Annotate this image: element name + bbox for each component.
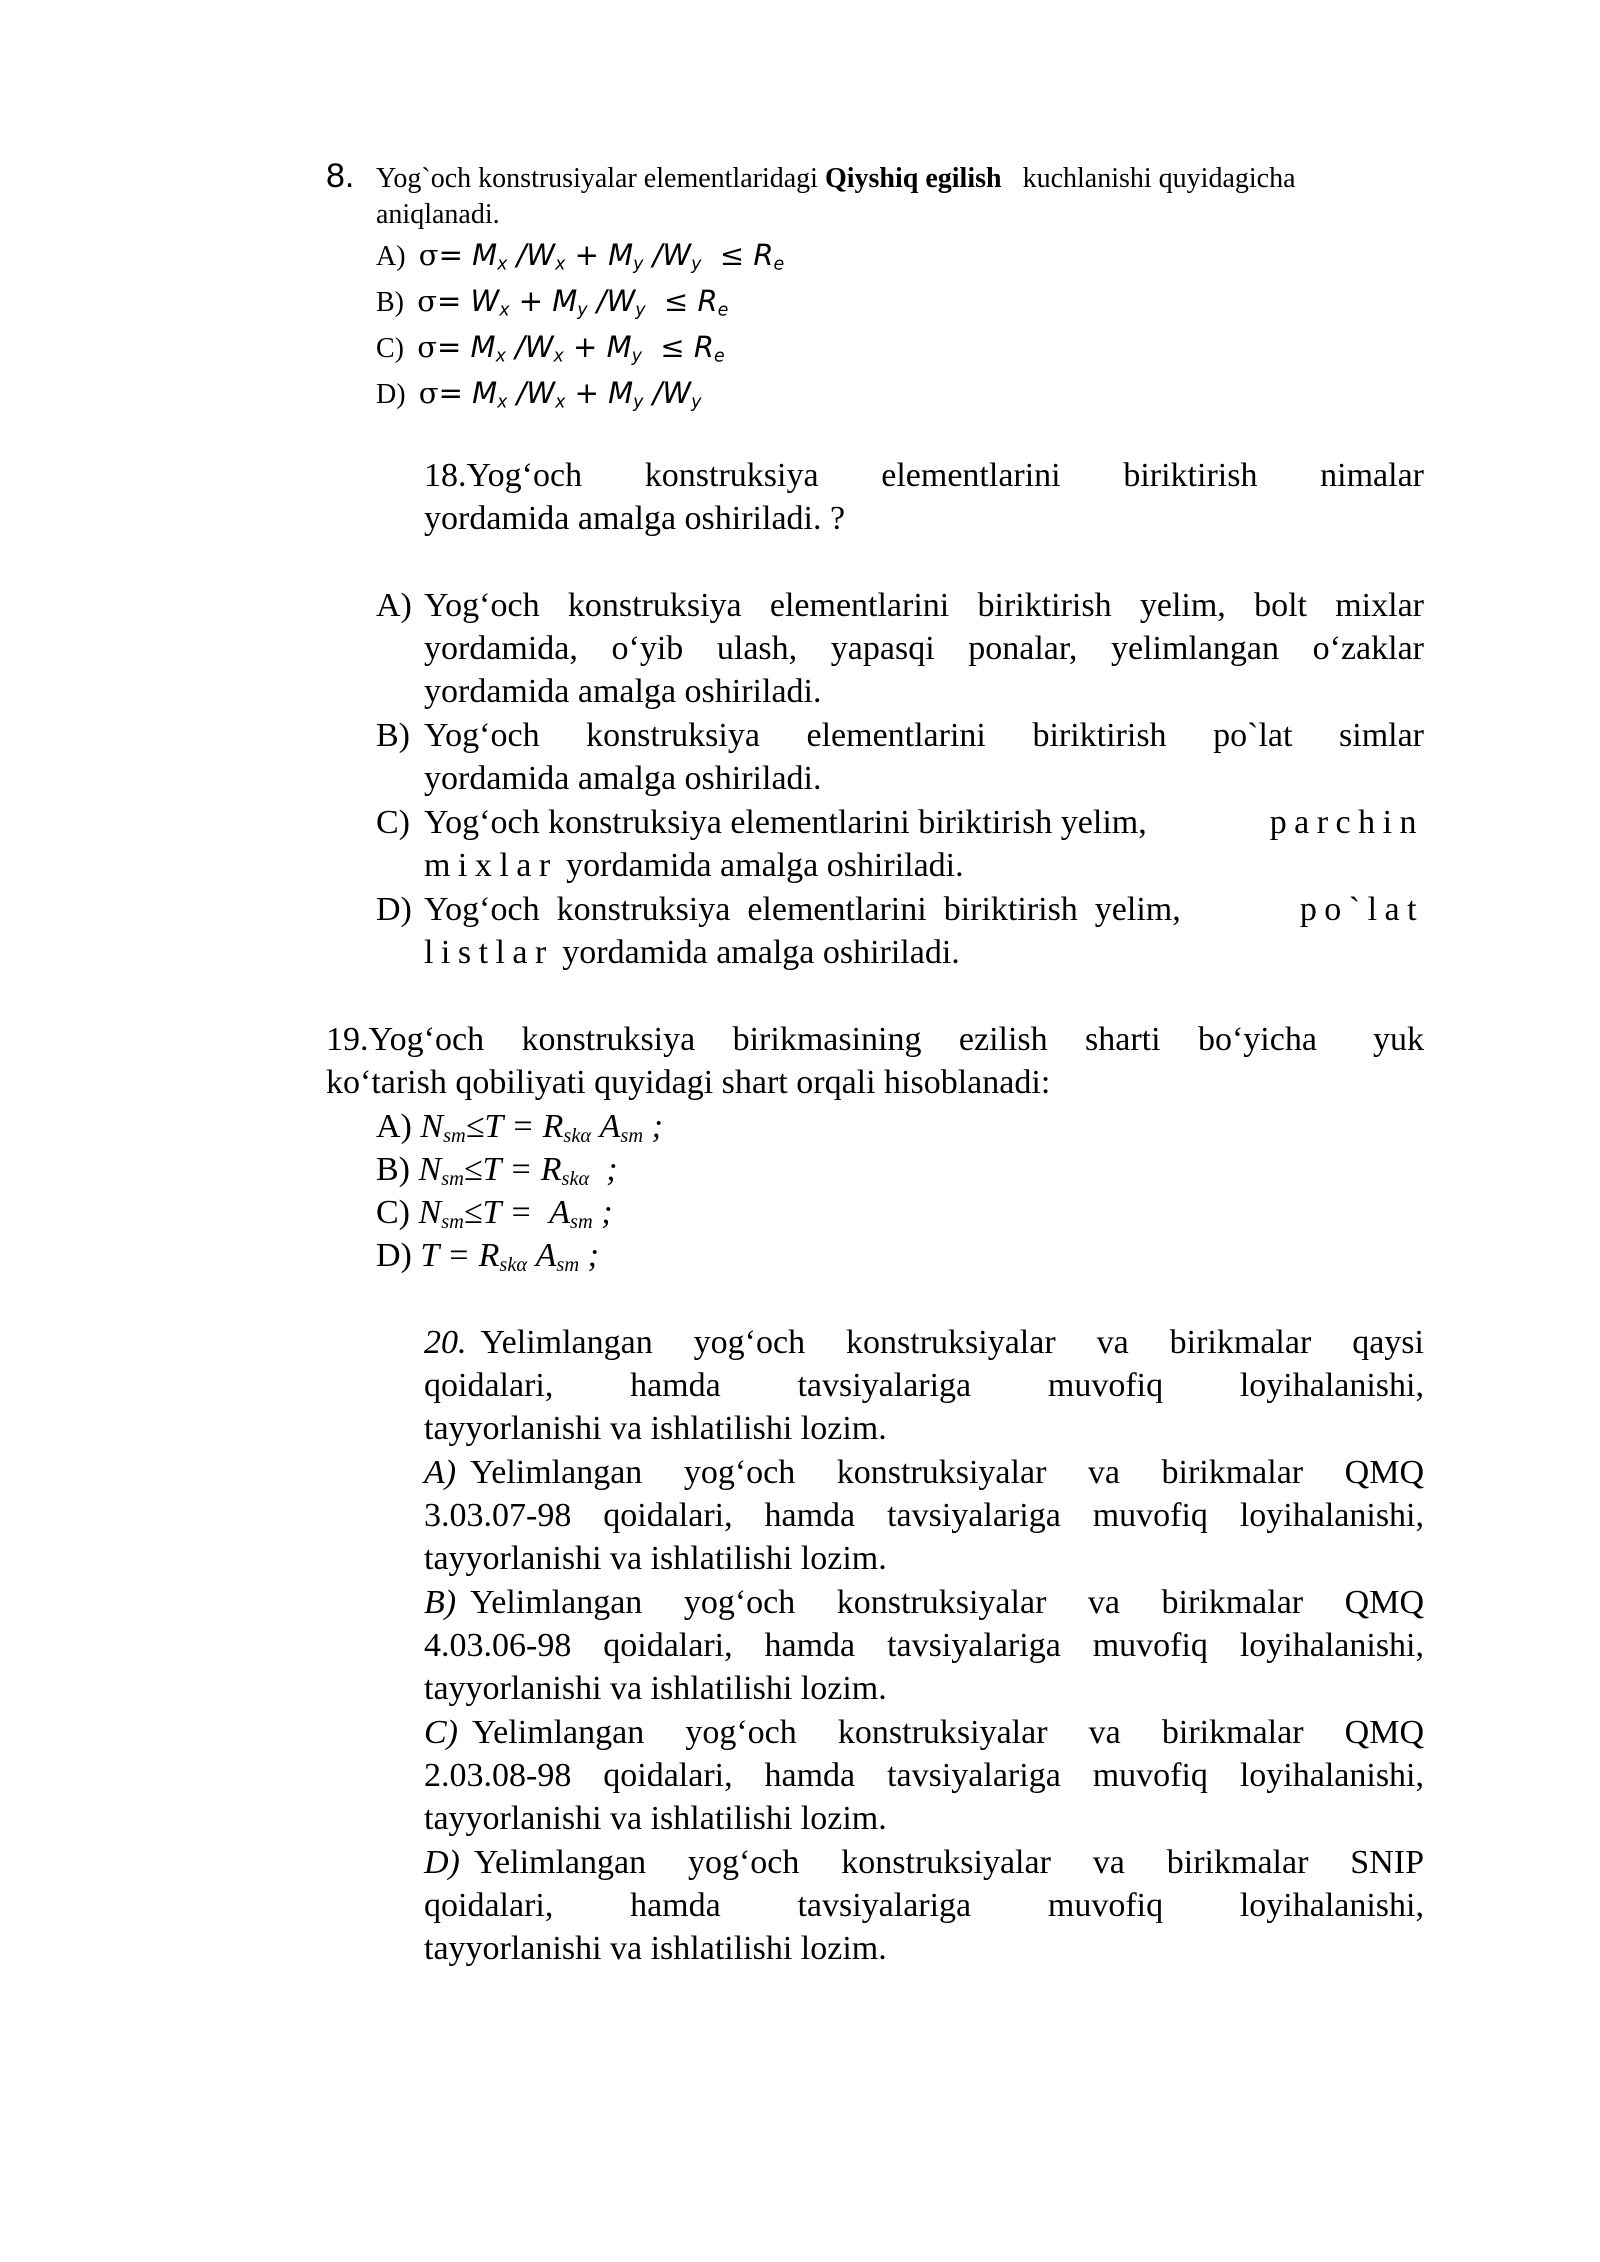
option-text-line: tayyorlanishi va ishlatilishi lozim.: [424, 1800, 887, 1837]
option-text-line: yordamida amalga oshiriladi.: [424, 760, 822, 797]
option-text-line: C) Yelimlangan yog‘och konstruksiyalar va birikmalar QMQ: [424, 1714, 1424, 1751]
option-label: B): [424, 1584, 457, 1621]
answer-option: C) $\sigma= M_x$ $/W_x + M_y \le R_e$: [376, 330, 725, 367]
answer-option: A) $N_{sm}\le T = R_{sk\alpha}$ $A_{sm}$ ;: [376, 1108, 663, 1148]
option-label: B): [376, 717, 410, 754]
answer-option: B) $\sigma= W_x + M_y$ $/W_y \le R_e$: [376, 284, 729, 321]
option-text-line: yordamida amalga oshiriladi.: [424, 673, 822, 710]
question-stem-line: yordamida amalga oshiriladi. ?: [424, 500, 846, 537]
formula: $T = R_{sk\alpha}$ $A_{sm}$ ;: [420, 1237, 599, 1277]
option-text-line: qoidalari, hamda tavsiyalariga muvofiq loyihalanishi,: [424, 1887, 1424, 1924]
answer-option: D) $\sigma= M_x$ $/W_x + M_y$ $/W_y$: [376, 376, 702, 413]
option-text-line: 4.03.06-98 qoidalari, hamda tavsiyalariga muvofiq loyihalanishi,: [424, 1627, 1424, 1664]
question-number: 8.: [326, 157, 355, 195]
option-text-line: 3.03.07-98 qoidalari, hamda tavsiyalariga muvofiq loyihalanishi,: [424, 1497, 1424, 1534]
option-text-line: mixlar yordamida amalga oshiriladi.: [424, 847, 964, 884]
question-stem-line: tayyorlanishi va ishlatilishi lozim.: [424, 1410, 887, 1447]
formula: $N_{sm}\le T = A_{sm}$ ;: [418, 1194, 613, 1234]
answer-option: A) $\sigma= M_x$ $/W_x + M_y$ $/W_y \le R_e$: [376, 238, 785, 275]
question-stem-line: Yog`och konstrusiyalar elementlaridagi Qiyshiq egilish kuchlanishi quyidagicha: [376, 163, 1296, 194]
answer-option: D) $T = R_{sk\alpha}$ $A_{sm}$ ;: [376, 1237, 599, 1277]
formula: $N_{sm}\le T = R_{sk\alpha}$ $A_{sm}$ ;: [420, 1108, 663, 1148]
formula: $\sigma= M_x$ $/W_x + M_y$ $/W_y \le R_e$: [418, 238, 785, 275]
option-text-line: tayyorlanishi va ishlatilishi lozim.: [424, 1670, 887, 1707]
option-label: A): [376, 587, 412, 624]
option-label: A): [424, 1454, 457, 1491]
option-text-line: A) Yelimlangan yog‘och konstruksiyalar va birikmalar QMQ: [424, 1454, 1424, 1491]
formula: $\sigma= W_x + M_y$ $/W_y \le R_e$: [417, 284, 729, 321]
formula: $\sigma= M_x$ $/W_x + M_y \le R_e$: [417, 330, 725, 367]
option-text-line: tayyorlanishi va ishlatilishi lozim.: [424, 1930, 887, 1967]
option-text-line: D) Yelimlangan yog‘och konstruksiyalar va birikmalar SNIP: [424, 1844, 1424, 1881]
option-text-line: tayyorlanishi va ishlatilishi lozim.: [424, 1540, 887, 1577]
question-stem-line: 18.Yog‘och konstruksiya elementlarini biriktirish nimalar: [424, 457, 1424, 494]
option-label: D): [424, 1844, 460, 1881]
option-text-line: 2.03.08-98 qoidalari, hamda tavsiyalariga muvofiq loyihalanishi,: [424, 1757, 1424, 1794]
option-label: D): [376, 891, 412, 928]
formula: $\sigma= M_x$ $/W_x + M_y$ $/W_y$: [418, 376, 702, 413]
option-text-line: Yog‘och konstruksiya elementlarini biriktirish yelim, bolt mixlar: [424, 587, 1424, 624]
answer-option: C) $N_{sm}\le T = A_{sm}$ ;: [376, 1194, 613, 1234]
option-label: C): [376, 804, 410, 841]
question-stem-line: ko‘tarish qobiliyati quyidagi shart orqali hisoblanadi:: [326, 1064, 1051, 1101]
question-stem-line: aniqlanadi.: [376, 199, 500, 230]
formula: $N_{sm}\le T = R_{sk\alpha}$ ;: [418, 1151, 618, 1191]
option-label: C): [424, 1714, 458, 1751]
option-text-line: listlar yordamida amalga oshiriladi.: [424, 934, 960, 971]
question-stem-line: 20. Yelimlangan yog‘och konstruksiyalar va birikmalar qaysi: [424, 1324, 1424, 1361]
option-text-line: Yog‘och konstruksiya elementlarini biriktirish po`lat simlar: [424, 717, 1424, 754]
option-text-line: Yog‘och konstruksiya elementlarini biriktirish yelim, po`lat: [424, 891, 1424, 928]
question-stem-line: 19.Yog‘och konstruksiya birikmasining ezilish sharti bo‘yicha yuk: [326, 1021, 1424, 1058]
question-stem-line: qoidalari, hamda tavsiyalariga muvofiq loyihalanishi,: [424, 1367, 1424, 1404]
option-text-line: B) Yelimlangan yog‘och konstruksiyalar va birikmalar QMQ: [424, 1584, 1424, 1621]
option-text-line: yordamida, o‘yib ulash, yapasqi ponalar, yelimlangan o‘zaklar: [424, 630, 1424, 667]
answer-option: B) $N_{sm}\le T = R_{sk\alpha}$ ;: [376, 1151, 618, 1191]
option-text-line: Yog‘och konstruksiya elementlarini biriktirish yelim, parchin: [424, 804, 1424, 841]
